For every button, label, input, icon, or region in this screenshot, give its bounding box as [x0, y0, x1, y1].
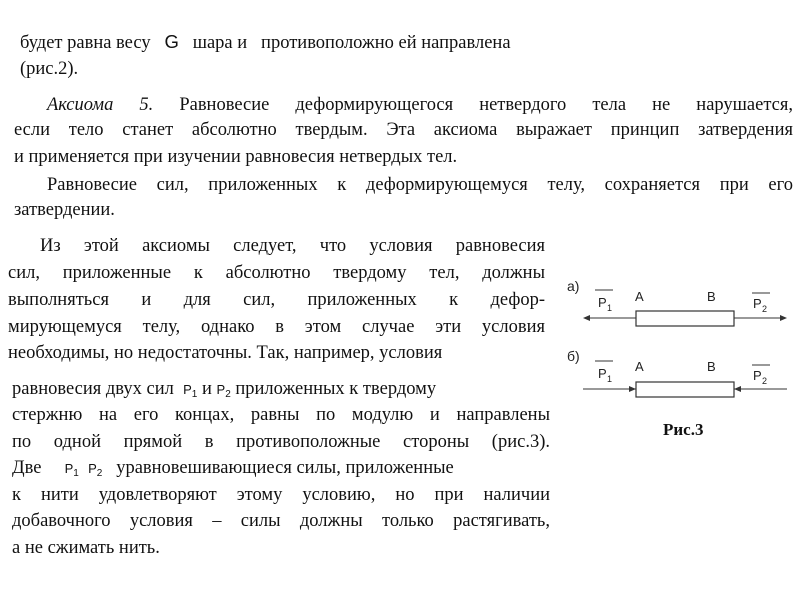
rod-bottom: [636, 382, 734, 397]
force-p1-label-bottom: P: [598, 366, 607, 381]
axiom-text-1: Равновесие деформирующегося нетвердого тела не нарушается,: [179, 95, 793, 115]
para3-text-4a: Две: [12, 458, 42, 478]
arrow-p1-bottom-head: [629, 386, 636, 392]
force-p2-sub-top: 2: [762, 304, 768, 314]
point-a-label-top: A: [635, 289, 644, 304]
para3-line-4: [12, 456, 454, 486]
intro-text-b: шара и: [192, 33, 248, 53]
vector-p2-inline: $P_2$: [216, 382, 231, 400]
figure-3-drawing: [565, 275, 800, 420]
para3-line-2: стержню на его концах, равны по модулю и направлены: [12, 405, 550, 425]
axiom-line-2: если тело станет абсолютно твердым. Эта аксиома выражает принцип затвердения: [14, 120, 793, 140]
rod-top: [636, 311, 734, 326]
intro-line-2: (рис.2).: [20, 59, 79, 79]
axiom-line-1: [47, 93, 793, 117]
para3-line-3: по одной прямой в противоположные стороны (рис.3).: [12, 432, 550, 452]
arrow-p1-top-head: [583, 315, 590, 321]
force-p2-sub-bottom: 2: [762, 376, 768, 386]
para3-text-1a: равновесия двух сил: [12, 379, 174, 399]
force-p2-label-top: P: [753, 296, 762, 311]
para2-line-5: необходимы, но недостаточны. Так, например, условия: [8, 343, 443, 363]
force-p1-sub-bottom: 1: [607, 374, 613, 384]
force-p2-label-bottom: P: [753, 368, 762, 383]
para2-line-2: сил, приложенные к абсолютно твердому тел, должны: [8, 263, 545, 283]
para3-text-and: и: [201, 379, 212, 399]
point-b-label-top: B: [707, 289, 716, 304]
figure-label-b: б): [567, 348, 580, 364]
axiom-line-3: и применяется при изучении равновесия нетвердых тел.: [14, 147, 458, 167]
intro-text-a: будет равна весу: [20, 33, 151, 53]
para3-line-5: к нити удовлетворяют этому условию, но при наличии: [12, 485, 550, 505]
vector-p1-inline-2: $P_1$: [64, 461, 79, 479]
para3-text-4b: уравновешивающиеся силы, приложенные: [116, 458, 454, 478]
point-a-label-bottom: A: [635, 359, 644, 374]
para2-line-1: Из этой аксиомы следует, что условия равновесия: [40, 236, 545, 256]
para2-line-4: мирующемуся телу, однако в этом случае эти условия: [8, 317, 545, 337]
force-p1-label-top: P: [598, 295, 607, 310]
vector-p1-inline: $P_1$: [183, 382, 198, 400]
axiom-line-4: Равновесие сил, приложенных к деформирующемуся телу, сохраняется при его: [47, 175, 793, 195]
axiom-title: Аксиома 5.: [47, 95, 154, 115]
weight-symbol-g: G: [164, 31, 179, 52]
arrow-p2-top-head: [780, 315, 787, 321]
para2-line-3: выполняться и для сил, приложенных к дефор-: [8, 290, 545, 310]
figure-caption: Рис.3: [663, 420, 704, 439]
intro-text-c: противоположно ей направлена: [261, 33, 511, 53]
point-b-label-bottom: B: [707, 359, 716, 374]
para3-line-6: добавочного условия – силы должны только растягивать,: [12, 511, 550, 531]
intro-line-1: [20, 30, 511, 55]
vector-p2-inline-2: $P_2$: [88, 461, 103, 479]
axiom-line-5: затвердении.: [14, 200, 115, 220]
figure-label-a: а): [567, 278, 580, 294]
arrow-p2-bottom-head: [734, 386, 741, 392]
para3-line-7: а не сжимать нить.: [12, 538, 160, 558]
force-p1-sub-top: 1: [607, 303, 613, 313]
para3-text-1b: приложенных к твердому: [235, 379, 437, 399]
